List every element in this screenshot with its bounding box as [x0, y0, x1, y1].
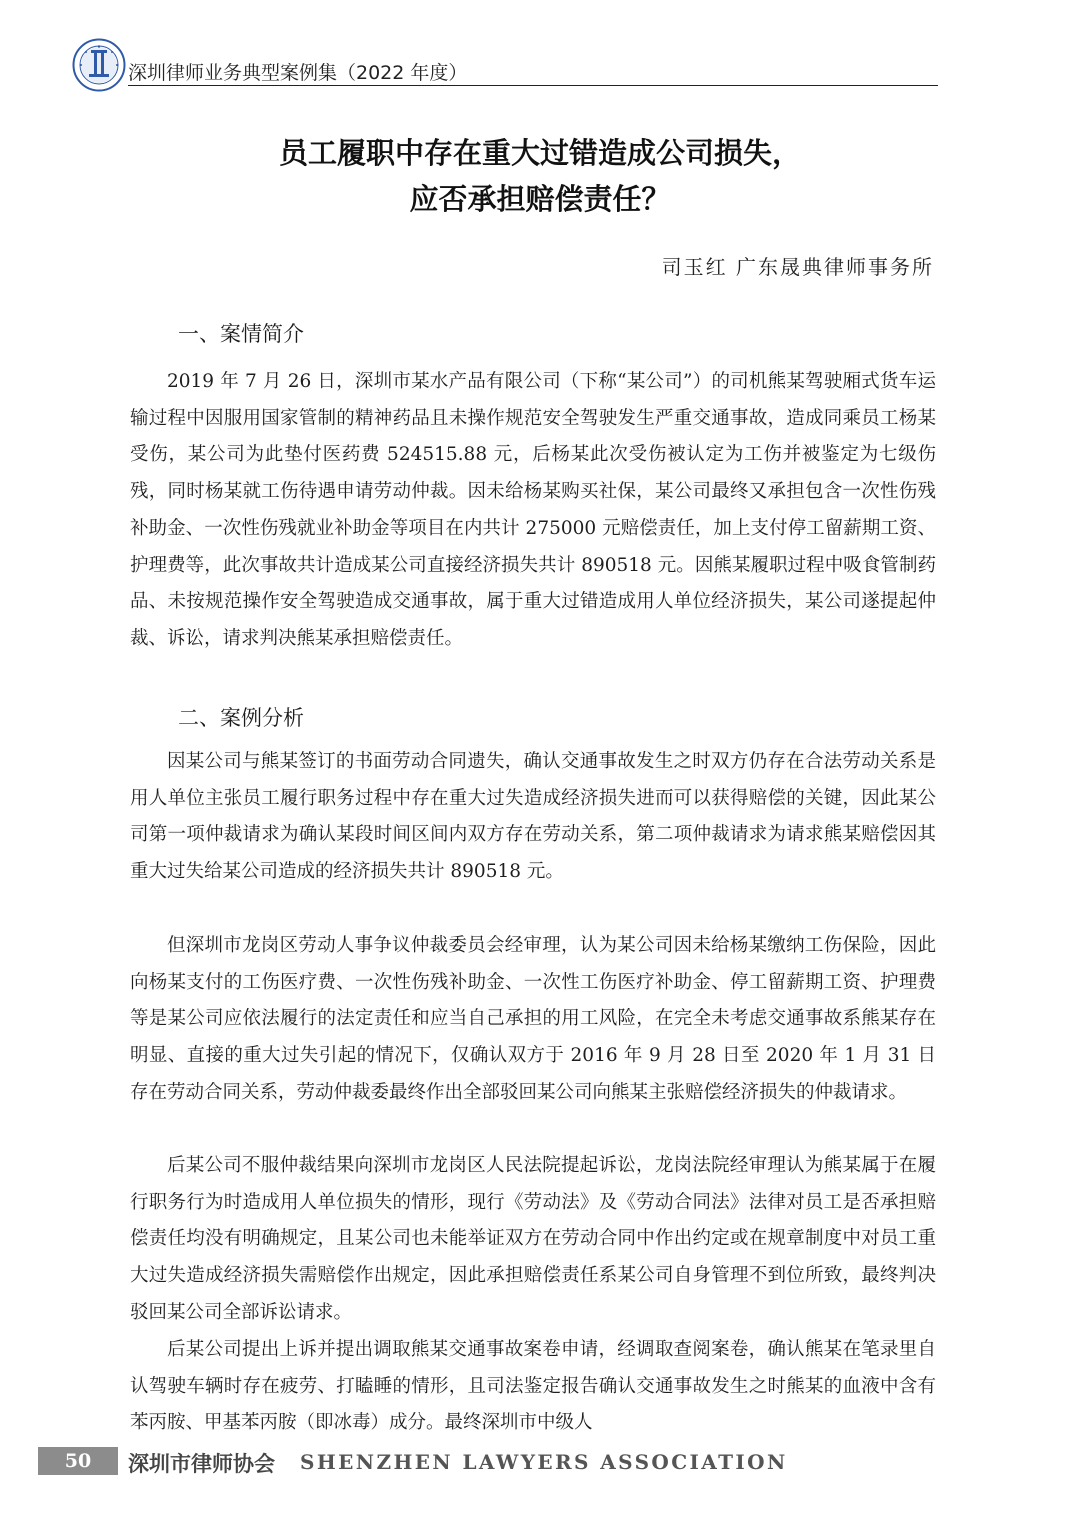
- header-divider: [128, 85, 938, 86]
- footer-org-name-cn: 深圳市律师协会: [128, 1452, 275, 1476]
- page-header: [72, 38, 938, 90]
- body-paragraph: 后某公司提出上诉并提出调取熊某交通事故案卷申请，经调取查阅案卷，确认熊某在笔录里自认驾驶车辆时存在疲劳、打瞌睡的情形，且司法鉴定报告确认交通事故发生之时熊某的血液中含有苯丙胺、甲基苯丙胺（即冰毒）成分。最终深圳市中级人: [130, 1339, 936, 1434]
- article-title-line: 应否承担赔偿责任？: [409, 182, 671, 216]
- article-title-line: 员工履职中存在重大过错造成公司损失，: [278, 136, 801, 170]
- page-footer: [38, 1447, 958, 1475]
- section-heading-case-analysis: 二、案例分析: [178, 706, 304, 730]
- page-number: 50: [64, 1450, 92, 1472]
- body-paragraph: 因某公司与熊某签订的书面劳动合同遗失，确认交通事故发生之时双方仍存在合法劳动关系是用人单位主张员工履行职务过程中存在重大过失造成经济损失进而可以获得赔偿的关键，因此某公司第一项仲裁请求为确认某段时间区间内双方存在劳动关系，第二项仲裁请求为请求熊某赔偿因其重大过失给某公司造成的经济损失共计 890518 元。: [130, 751, 936, 883]
- author-byline: 司玉红 广东晟典律师事务所: [661, 255, 934, 279]
- article-title: [0, 130, 1080, 222]
- body-paragraph: 后某公司不服仲裁结果向深圳市龙岗区人民法院提起诉讼，龙岗法院经审理认为熊某属于在履行职务行为时造成用人单位损失的情形，现行《劳动法》及《劳动合同法》法律对员工是否承担赔偿责任均没有明确规定，且某公司也未能举证双方在劳动合同中作出约定或在规章制度中对员工重大过失造成经济损失需赔偿作出规定，因此承担赔偿责任系某公司自身管理不到位所致，最终判决驳回某公司全部诉讼请求。: [130, 1155, 936, 1323]
- body-paragraph: 2019 年 7 月 26 日，深圳市某水产品有限公司（下称“某公司”）的司机熊某驾驶厢式货车运输过程中因服用国家管制的精神药品且未操作规范安全驾驶发生严重交通事故，造成同乘员工杨某受伤，某公司为此垫付医药费 524515.88 元，后杨某此次受伤被认定为工伤并被鉴定为七级伤残，同时杨某就工伤待遇申请劳动仲裁。因未给杨某购买社保，某公司最终又承担包含一次性伤残补助金、一次性伤残就业补助金等项目在内共计 275000 元赔偿责任，加上支付停工留薪期工资、护理费等，此次事故共计造成某公司直接经济损失共计 890518 元。因熊某履职过程中吸食管制药品、未按规范操作安全驾驶造成交通事故，属于重大过错造成用人单位经济损失，某公司遂提起仲裁、诉讼，请求判决熊某承担赔偿责任。: [130, 371, 936, 649]
- running-header-title: 深圳律师业务典型案例集（2022 年度）: [128, 62, 468, 84]
- footer-org-name-en: SHENZHEN LAWYERS ASSOCIATION: [300, 1450, 788, 1474]
- body-paragraph: 但深圳市龙岗区劳动人事争议仲裁委员会经审理，认为某公司因未给杨某缴纳工伤保险，因此向杨某支付的工伤医疗费、一次性伤残补助金、一次性工伤医疗补助金、停工留薪期工资、护理费等是某公司应依法履行的法定责任和应当自己承担的用工风险，在完全未考虑交通事故系熊某存在明显、直接的重大过失引起的情况下，仅确认双方于 2016 年 9 月 28 日至 2020 年 1 月 31 日存在劳动合同关系，劳动仲裁委最终作出全部驳回某公司向熊某主张赔偿经济损失的仲裁请求。: [130, 935, 936, 1103]
- association-logo-icon: [72, 38, 126, 92]
- section-heading-case-summary: 一、案情简介: [178, 322, 304, 346]
